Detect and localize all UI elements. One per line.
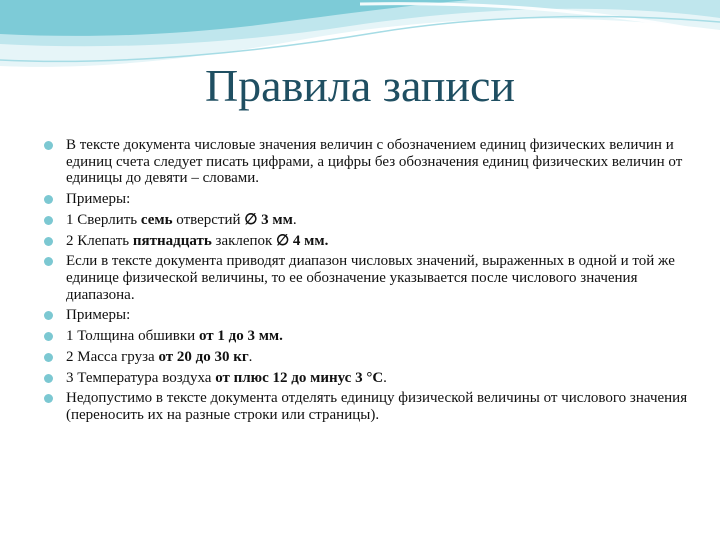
slide-content (44, 137, 694, 428)
bullet-item (44, 137, 694, 187)
bullet-dot-icon (44, 195, 53, 204)
bullet-text-bold: семь (140, 211, 173, 228)
bullet-item (44, 349, 694, 366)
bullet-text: 2 Масса груза (66, 348, 159, 365)
bullet-text: 2 Клепать (66, 232, 133, 249)
bullet-dot-icon (44, 216, 53, 225)
bullet-text: Примеры: (66, 307, 131, 324)
bullet-item (44, 390, 694, 423)
bullet-dot-icon (44, 257, 53, 266)
bullet-dot-icon (44, 394, 53, 403)
bullet-text: Если в тексте документа приводят диапазон числовых значений, выраженных в одной и той же единице физической величины, то ее обозначение указывается после числового значения диапазона. (66, 253, 675, 303)
bullet-text-bold: ∅ 4 мм. (276, 232, 329, 249)
bullet-text-bold: ∅ 3 мм (244, 211, 293, 228)
bullet-text-bold: пятнадцать (132, 232, 212, 249)
bullet-dot-icon (44, 353, 53, 362)
bullet-text: . (248, 348, 253, 365)
bullet-text: заклепок (211, 232, 277, 249)
bullet-text-bold: от плюс 12 до минус 3 °С (215, 369, 384, 386)
bullet-dot-icon (44, 141, 53, 150)
slide-title: Правила записи (204, 60, 516, 111)
bullet-dot-icon (44, 374, 53, 383)
bullet-text: . (383, 369, 387, 386)
bullet-item (44, 191, 694, 208)
bullet-text: . (292, 211, 297, 228)
bullet-item (44, 212, 694, 229)
bullet-text: Недопустимо в тексте документа отделять единицу физической величины от числового значения (переносить их на разные строки или страницы). (66, 390, 688, 423)
bullet-item (44, 233, 694, 250)
bullet-text: Примеры: (66, 190, 131, 207)
bullet-text: 3 Температура воздуха (66, 369, 216, 386)
bullet-item (44, 370, 694, 387)
bullet-item (44, 253, 694, 303)
bullet-item (44, 328, 694, 345)
bullet-text: отверстий (172, 211, 245, 228)
bullet-text: 1 Сверлить (66, 211, 141, 228)
bullet-dot-icon (44, 311, 53, 320)
bullet-dot-icon (44, 332, 53, 341)
bullet-text: В тексте документа числовые значения величин с обозначением единиц физических величин и единиц счета следует писать цифрами, а цифры без обозначения единиц физических величин от единицы до девяти – словами. (66, 137, 683, 187)
bullet-text-bold: от 20 до 30 кг (158, 348, 249, 365)
bullet-text: 1 Толщина обшивки (66, 328, 199, 345)
bullet-list (44, 137, 694, 424)
bullet-text-bold: от 1 до 3 мм. (198, 328, 283, 345)
bullet-item (44, 307, 694, 324)
bullet-dot-icon (44, 237, 53, 246)
